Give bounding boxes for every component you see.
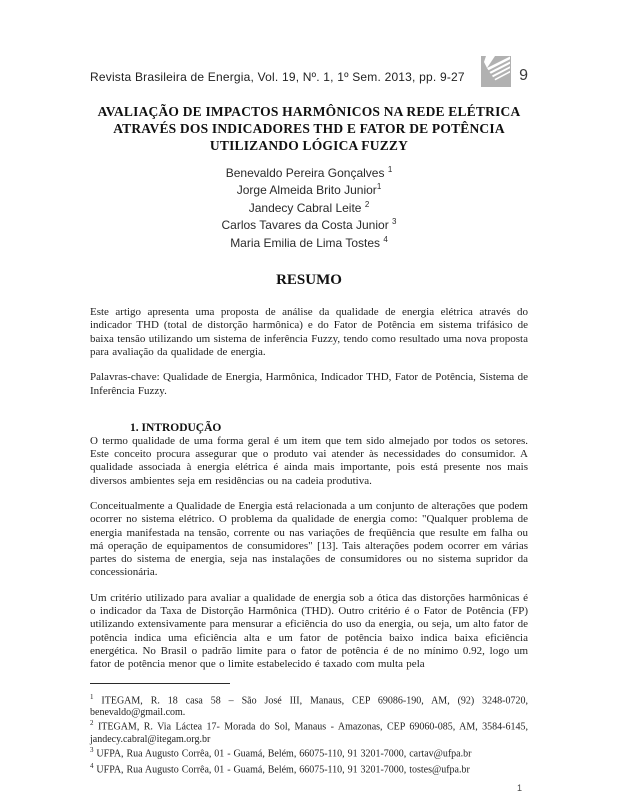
author-footnote-ref: 1 — [387, 165, 393, 174]
author: Benevaldo Pereira Gonçalves $^1$ — [225, 165, 393, 180]
journal-header-line: Revista Brasileira de Energia, Vol. 19, Nº. 1, 1º Sem. 2013, pp. 9-27 — [90, 70, 465, 84]
footer-page-number: 1 — [516, 783, 522, 793]
author: Jandecy Cabral Leite $^2$ — [248, 199, 370, 215]
body-paragraph: Um critério utilizado para avaliar a qualidade de energia sob a ótica das distorções harmônicas é o indicador da Taxa de Distorção Harmônica (THD). Outro critério é o Fator de Potência (FP) utilizando extensivamente para mensurar a eficiência do uso da energia, ou seja, um alto fator de potência indica uma eficiência alta e um fator de potência baixo indica baixa eficiência energética. No Brasil o padrão limite para o fator de potência é de no mínimo 0.92, logo um fator de potência menor que o limite estabelecido é taxado com multa pela — [90, 591, 528, 671]
author: Carlos Tavares da Costa Junior $^3$ — [221, 217, 397, 233]
keywords-paragraph: Palavras-chave: Qualidade de Energia, Harmônica, Indicador THD, Fator de Potência, Sistema de Inferência Fuzzy. — [90, 371, 528, 397]
footnote-marker: 2 — [90, 719, 94, 728]
footnotes-block — [90, 692, 528, 776]
author-footnote-ref: 1 — [376, 182, 382, 192]
body-paragraph: O termo qualidade de uma forma geral é um item que tem sido almejado por todos os setores. Este conceito procura assegurar que o produto vai atender às necessidades do consumidor. A qualidade associada à energia elétrica é ainda mais importante, pois está presente nos mais diversos ambientes seja em residências ou na cadeia produtiva. — [90, 434, 528, 487]
author-footnote-ref: 2 — [364, 199, 370, 209]
section-heading-introduction: 1. INTRODUÇÃO — [130, 421, 222, 434]
header-page-number: 9 — [519, 67, 528, 84]
footnote-separator — [90, 683, 230, 684]
footnote: $^4$ UFPA, Rua Augusto Corrêa, 01 - Guamá, Belém, 66075-110, 91 3201-7000, tostes@ufpa.br — [90, 761, 470, 775]
journal-logo-icon — [481, 56, 511, 87]
article-title — [90, 103, 528, 154]
article-title-line: AVALIAÇÃO DE IMPACTOS HARMÔNICOS NA REDE ELÉTRICA — [97, 104, 521, 119]
author-footnote-ref: 3 — [392, 217, 397, 227]
article-title-line: UTILIZANDO LÓGICA FUZZY — [209, 138, 409, 153]
journal-header-row — [90, 56, 528, 87]
page-content — [90, 0, 528, 776]
footnote: $^2$ ITEGAM, R. Via Láctea 17- Morada do Sol, Manaus - Amazonas, CEP 69060-085, AM, 3584-6145, jandecy.cabral@itegam.org.br — [90, 719, 528, 745]
footnote-marker: 3 — [90, 746, 94, 755]
author: Jorge Almeida Brito Junior$^1$ — [236, 182, 382, 198]
article-title-line: ATRAVÉS DOS INDICADORES THD E FATOR DE POTÊNCIA — [113, 121, 505, 136]
abstract-heading: RESUMO — [276, 272, 342, 289]
abstract-paragraph: Este artigo apresenta uma proposta de análise da qualidade de energia elétrica através do indicador THD (total de distorção harmônica) e do Fator de Potência em sistema trifásico de baixa tensão utilizando um sistema de inferência Fuzzy, tendo como resultado uma nova proposta para avaliação da qualidade de energia. — [90, 306, 528, 358]
footnote-marker: 4 — [90, 761, 94, 770]
author-list — [90, 163, 528, 250]
footnote-marker: 1 — [90, 692, 94, 701]
footnote: $^1$ ITEGAM, R. 18 casa 58 – São José III, Manaus, CEP 69086-190, AM, (92) 3248-0720, benevaldo@gmail.com. — [90, 692, 528, 718]
author-footnote-ref: 4 — [383, 234, 388, 244]
body-paragraph: Conceitualmente a Qualidade de Energia está relacionada a um conjunto de alterações que podem ocorrer no sistema elétrico. O problema da qualidade de energia como: "Qualquer problema de energia manifestada na tensão, corrente ou nas variações de freqüência que resulte em falha ou má operação de equipamentos de consumidores" [13]. Tais alterações podem ocorrer em várias partes do sistema de energia, seja nas instalações de consumidores ou no sistema supridor da concessionária. — [90, 500, 528, 579]
footnote: $^3$ UFPA, Rua Augusto Corrêa, 01 - Guamá, Belém, 66075-110, 91 3201-7000, cartav@ufpa.br — [90, 746, 472, 760]
author: Maria Emilia de Lima Tostes $^4$ — [230, 234, 388, 250]
